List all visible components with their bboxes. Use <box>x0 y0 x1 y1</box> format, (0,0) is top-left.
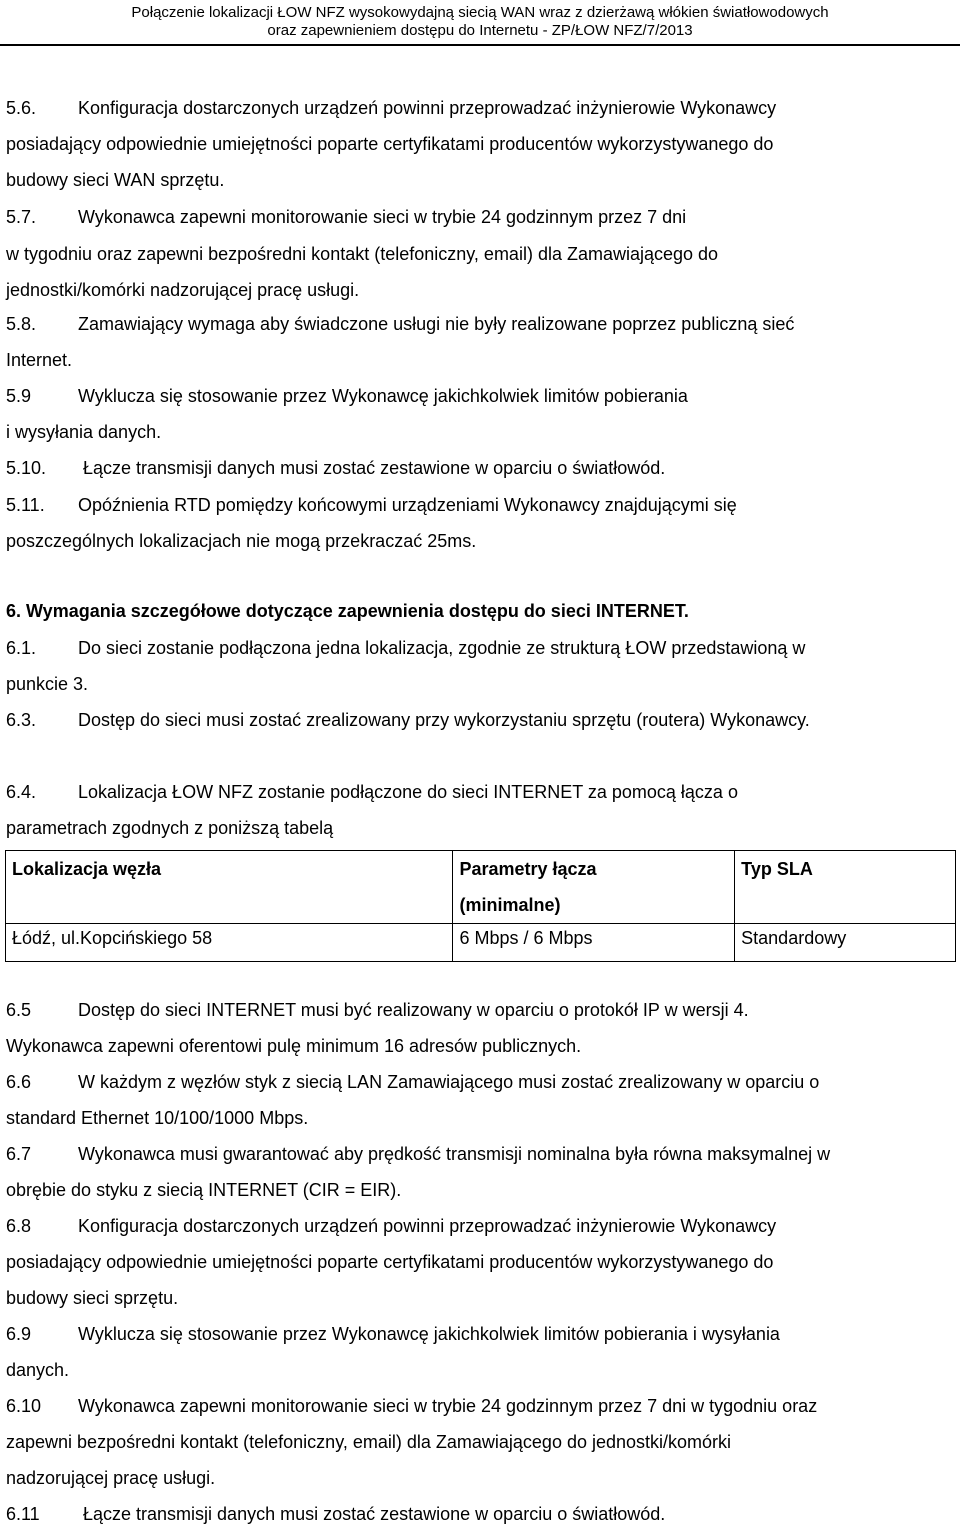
paragraph-line <box>6 637 805 659</box>
line-text: danych. <box>6 1360 70 1380</box>
line-text: standard Ethernet 10/100/1000 Mbps. <box>6 1108 309 1128</box>
table-cell: Łódź, ul.Kopcińskiego 58 <box>6 924 453 962</box>
paragraph-line <box>6 1107 308 1129</box>
table-header-cell: Parametry łącza (minimalne) <box>453 851 735 924</box>
line-text: budowy sieci sprzętu. <box>6 1288 179 1308</box>
paragraph-line <box>6 97 776 119</box>
paragraph-line <box>6 1251 773 1273</box>
line-text: i wysyłania danych. <box>6 422 162 442</box>
item-number: 6.9 <box>6 1324 32 1344</box>
paragraph-line <box>6 1179 401 1201</box>
table-header-row <box>6 851 956 924</box>
header-rule <box>0 44 960 46</box>
section-heading: 6. Wymagania szczegółowe dotyczące zapewnienia dostępu do sieci INTERNET. <box>6 601 689 621</box>
line-text: w tygodniu oraz zapewni bezpośredni kontakt (telefoniczny, email) dla Zamawiającego do <box>6 244 719 264</box>
line-text: Wyklucza się stosowanie przez Wykonawcę jakichkolwiek limitów pobierania i wysyłania <box>78 1324 780 1344</box>
line-text: Konfiguracja dostarczonych urządzeń powinni przeprowadzać inżynierowie Wykonawcy <box>78 98 777 118</box>
item-number: 5.9 <box>6 386 32 406</box>
line-text: poszczególnych lokalizacjach nie mogą przekraczać 25ms. <box>6 531 477 551</box>
paragraph-line <box>6 243 718 265</box>
item-number: 5.11. <box>6 495 45 515</box>
paragraph-line <box>6 530 476 552</box>
item-number: 6.6 <box>6 1072 32 1092</box>
item-number: 6.11 <box>6 1504 40 1524</box>
item-number: 6.10 <box>6 1396 42 1416</box>
paragraph-line <box>6 421 161 443</box>
paragraph-line <box>6 1287 178 1309</box>
line-text: Wykonawca zapewni monitorowanie sieci w trybie 24 godzinnym przez 7 dni w tygodniu oraz <box>78 1396 818 1416</box>
paragraph-line <box>6 1323 780 1345</box>
line-text: zapewni bezpośredni kontakt (telefoniczny, email) dla Zamawiającego do jednostki/komórki <box>6 1432 732 1452</box>
line-text: Wyklucza się stosowanie przez Wykonawcę jakichkolwiek limitów pobierania <box>78 386 688 406</box>
line-text: punkcie 3. <box>6 674 89 694</box>
line-text: obrębie do styku z siecią INTERNET (CIR = EIR). <box>6 1180 402 1200</box>
table-row <box>6 924 956 962</box>
line-text: Dostęp do sieci INTERNET musi być realizowany w oparciu o protokół IP w wersji 4. <box>78 1000 749 1020</box>
paragraph-line <box>6 1395 817 1417</box>
paragraph-line <box>6 1359 69 1381</box>
paragraph-line <box>6 1503 665 1525</box>
paragraph-line <box>6 1035 581 1057</box>
paragraph-line <box>6 169 224 191</box>
line-text: Opóźnienia RTD pomiędzy końcowymi urządzeniami Wykonawcy znajdującymi się <box>78 495 737 515</box>
item-number: 5.8. <box>6 314 37 334</box>
table-cell: Standardowy <box>735 924 956 962</box>
paragraph-line <box>6 1071 819 1093</box>
line-text: Do sieci zostanie podłączona jedna lokalizacja, zgodnie ze strukturą ŁOW przedstawioną w <box>78 638 806 658</box>
document-header-line-1: Połączenie lokalizacji ŁOW NFZ wysokowydajną siecią WAN wraz z dzierżawą włókien światłowodowych <box>131 4 829 21</box>
paragraph-line <box>6 1467 215 1489</box>
line-text: jednostki/komórki nadzorującej pracę usługi. <box>6 280 360 300</box>
line-text: Internet. <box>6 350 73 370</box>
item-number: 5.7. <box>6 207 37 227</box>
paragraph-line <box>6 1215 776 1237</box>
paragraph-line <box>6 313 794 335</box>
line-text: posiadający odpowiednie umiejętności poparte certyfikatami producentów wykorzystywanego do <box>6 134 774 154</box>
line-text: parametrach zgodnych z poniższą tabelą <box>6 818 334 838</box>
line-text: Wykonawca musi gwarantować aby prędkość transmisji nominalna była równa maksymalnej w <box>78 1144 831 1164</box>
sla-table <box>5 850 956 962</box>
line-text: Lokalizacja ŁOW NFZ zostanie podłączone do sieci INTERNET za pomocą łącza o <box>78 782 738 802</box>
table-header-cell: Typ SLA <box>735 851 956 924</box>
paragraph-line <box>6 349 72 371</box>
paragraph-line <box>6 494 737 516</box>
line-text: Łącze transmisji danych musi zostać zestawione w oparciu o światłowód. <box>78 1504 666 1524</box>
line-text: W każdym z węzłów styk z siecią LAN Zamawiającego musi zostać zrealizowany w oparciu o <box>78 1072 820 1092</box>
paragraph-line <box>6 999 749 1021</box>
item-number: 6.4. <box>6 782 37 802</box>
table-header-cell: Lokalizacja węzła <box>6 851 453 924</box>
table-cell: 6 Mbps / 6 Mbps <box>453 924 735 962</box>
line-text: Konfiguracja dostarczonych urządzeń powinni przeprowadzać inżynierowie Wykonawcy <box>78 1216 777 1236</box>
line-text: Wykonawca zapewni oferentowi pulę minimum 16 adresów publicznych. <box>6 1036 582 1056</box>
item-number: 5.6. <box>6 98 37 118</box>
paragraph-line <box>6 781 738 803</box>
paragraph-line <box>6 206 686 228</box>
line-text: Łącze transmisji danych musi zostać zestawione w oparciu o światłowód. <box>78 458 666 478</box>
item-number: 6.1. <box>6 638 37 658</box>
line-text: posiadający odpowiednie umiejętności poparte certyfikatami producentów wykorzystywanego do <box>6 1252 774 1272</box>
item-number: 6.3. <box>6 710 37 730</box>
paragraph-line <box>6 1431 731 1453</box>
document-header-line-2: oraz zapewnieniem dostępu do Internetu - ZP/ŁOW NFZ/7/2013 <box>267 22 693 39</box>
line-text: Wykonawca zapewni monitorowanie sieci w trybie 24 godzinnym przez 7 dni <box>78 207 687 227</box>
item-number: 6.5 <box>6 1000 32 1020</box>
paragraph-line <box>6 457 665 479</box>
paragraph-line <box>6 133 773 155</box>
paragraph-line <box>6 385 688 407</box>
item-number: 6.8 <box>6 1216 32 1236</box>
line-text: Zamawiający wymaga aby świadczone usługi nie były realizowane poprzez publiczną sieć <box>78 314 795 334</box>
item-number: 6.7 <box>6 1144 32 1164</box>
line-text: Dostęp do sieci musi zostać zrealizowany przy wykorzystaniu sprzętu (routera) Wykonawcy. <box>78 710 810 730</box>
paragraph-line <box>6 1143 830 1165</box>
line-text: budowy sieci WAN sprzętu. <box>6 170 225 190</box>
line-text: nadzorującej pracę usługi. <box>6 1468 216 1488</box>
paragraph-line <box>6 673 88 695</box>
item-number: 5.10. <box>6 458 47 478</box>
paragraph-line <box>6 709 810 731</box>
paragraph-line <box>6 279 359 301</box>
paragraph-line <box>6 817 333 839</box>
